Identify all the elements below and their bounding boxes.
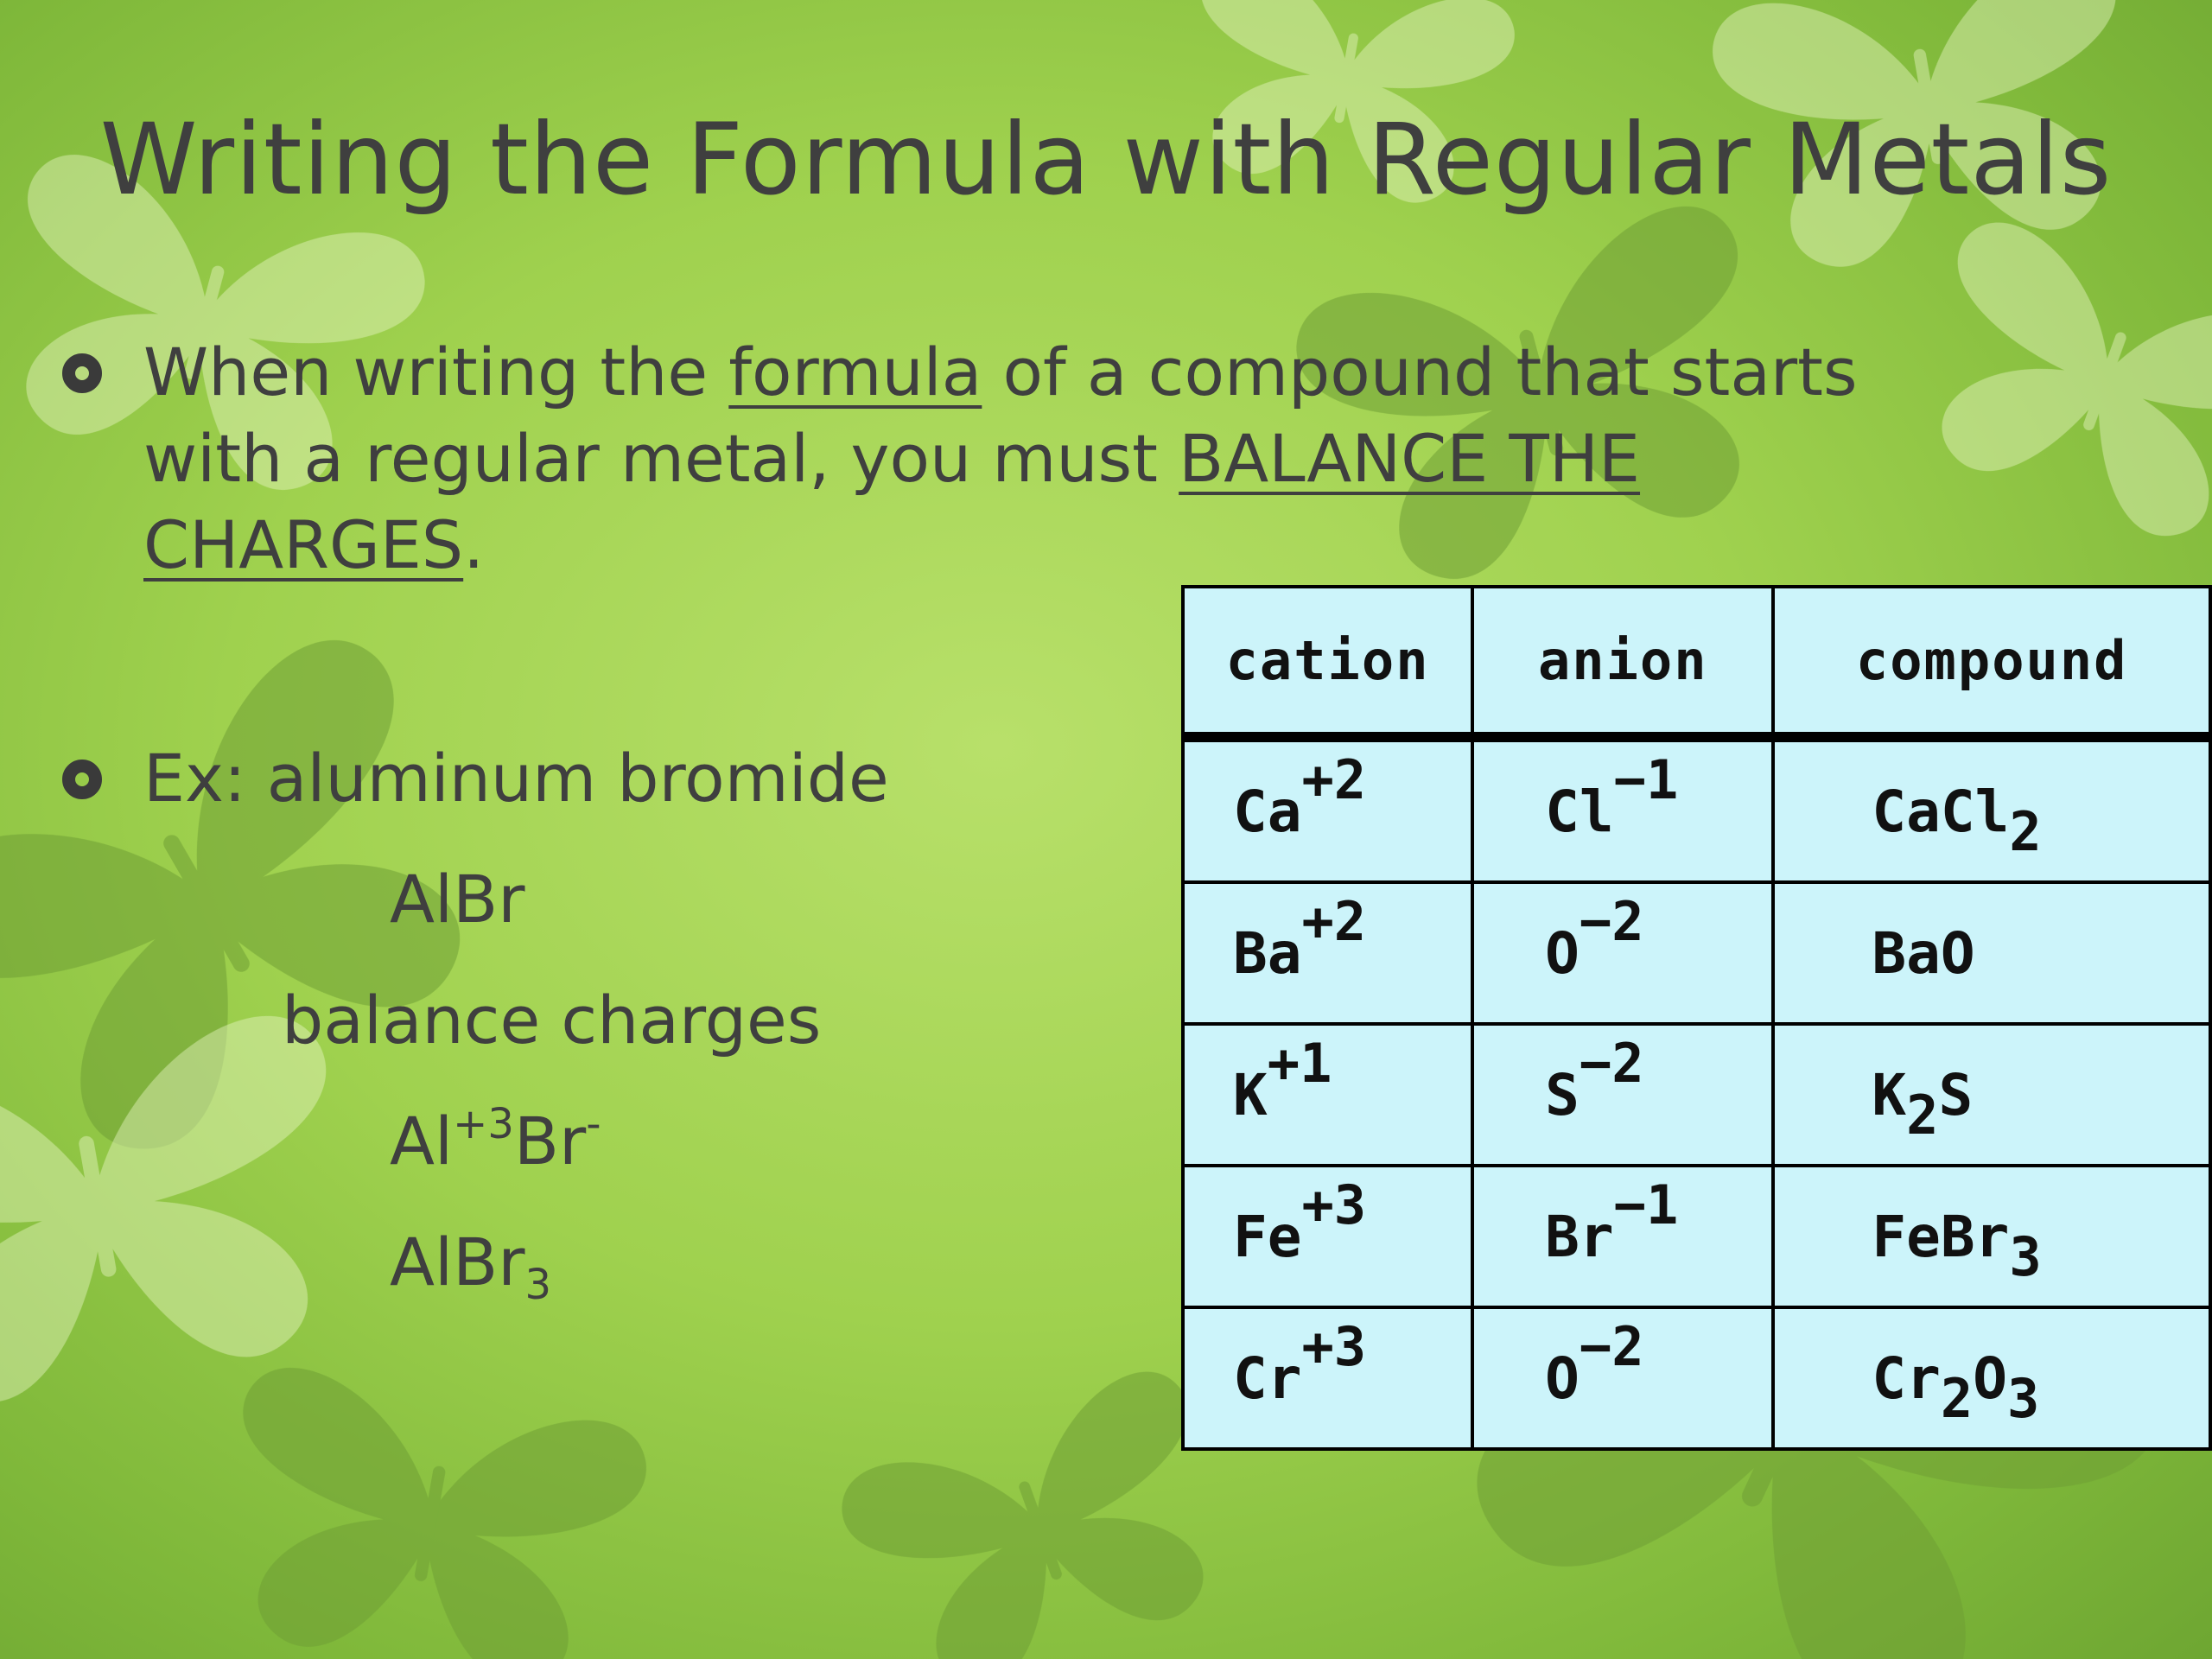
example-step-albr: AlBr [390, 861, 525, 938]
table-row [1183, 1307, 2210, 1449]
header-cation: cation [1183, 587, 1472, 737]
bullet-text [143, 329, 1858, 588]
formula-link[interactable]: formula [728, 334, 982, 410]
anion-cell: $Cl^{-1}$ [1472, 737, 1773, 882]
table-row [1183, 1024, 2210, 1166]
cation-cell: $Ca^{+2}$ [1183, 737, 1472, 882]
anion-cell: $Br^{-1}$ [1472, 1166, 1773, 1307]
header-anion: anion [1472, 587, 1773, 737]
slide-title: Writing the Formula with Regular Metals [99, 102, 2113, 217]
bullet-line-2: with a regular metal, you must BALANCE THE [143, 420, 1641, 497]
balance-the-emphasis: BALANCE THE [1179, 420, 1641, 497]
charges-emphasis: CHARGES [143, 506, 464, 583]
bullet-line-1: When writing the formula of a compound that starts [143, 334, 1858, 410]
bullet-ring-icon [62, 353, 102, 393]
anion-cell: $O^{-2}$ [1472, 1307, 1773, 1449]
bullet-line-3: CHARGES. [143, 506, 485, 583]
header-compound: compound [1773, 587, 2210, 737]
anion-cell: $O^{-2}$ [1472, 882, 1773, 1024]
table-row [1183, 882, 2210, 1024]
compound-cell: $Cr_2O_3$ [1773, 1307, 2210, 1449]
cation-cell: $Ba^{+2}$ [1183, 882, 1472, 1024]
example-step-charges: $Al^{+3}Br^-$ [390, 1100, 601, 1179]
table-row [1183, 1166, 2210, 1307]
example-step-result: AlBr$_3$ [390, 1224, 552, 1309]
cation-cell: $Cr^{+3}$ [1183, 1307, 1472, 1449]
cation-cell: $K^{+1}$ [1183, 1024, 1472, 1166]
bullet-ring-icon [62, 760, 102, 799]
table-row [1183, 737, 2210, 882]
table-header-row [1183, 587, 2210, 737]
anion-cell: $S^{-2}$ [1472, 1024, 1773, 1166]
example-step-balance: balance charges [282, 982, 822, 1058]
compound-cell: CaCl$_2$ [1773, 737, 2210, 882]
example-label: Ex: aluminum bromide [143, 740, 889, 817]
cation-cell: $Fe^{+3}$ [1183, 1166, 1472, 1307]
compound-cell: FeBr$_3$ [1773, 1166, 2210, 1307]
compound-cell: BaO [1773, 882, 2210, 1024]
ion-compound-table [1181, 585, 2212, 1451]
compound-cell: $K_2S$ [1773, 1024, 2210, 1166]
table-body [1183, 737, 2210, 1449]
bullet-balance-charges [62, 329, 2050, 588]
